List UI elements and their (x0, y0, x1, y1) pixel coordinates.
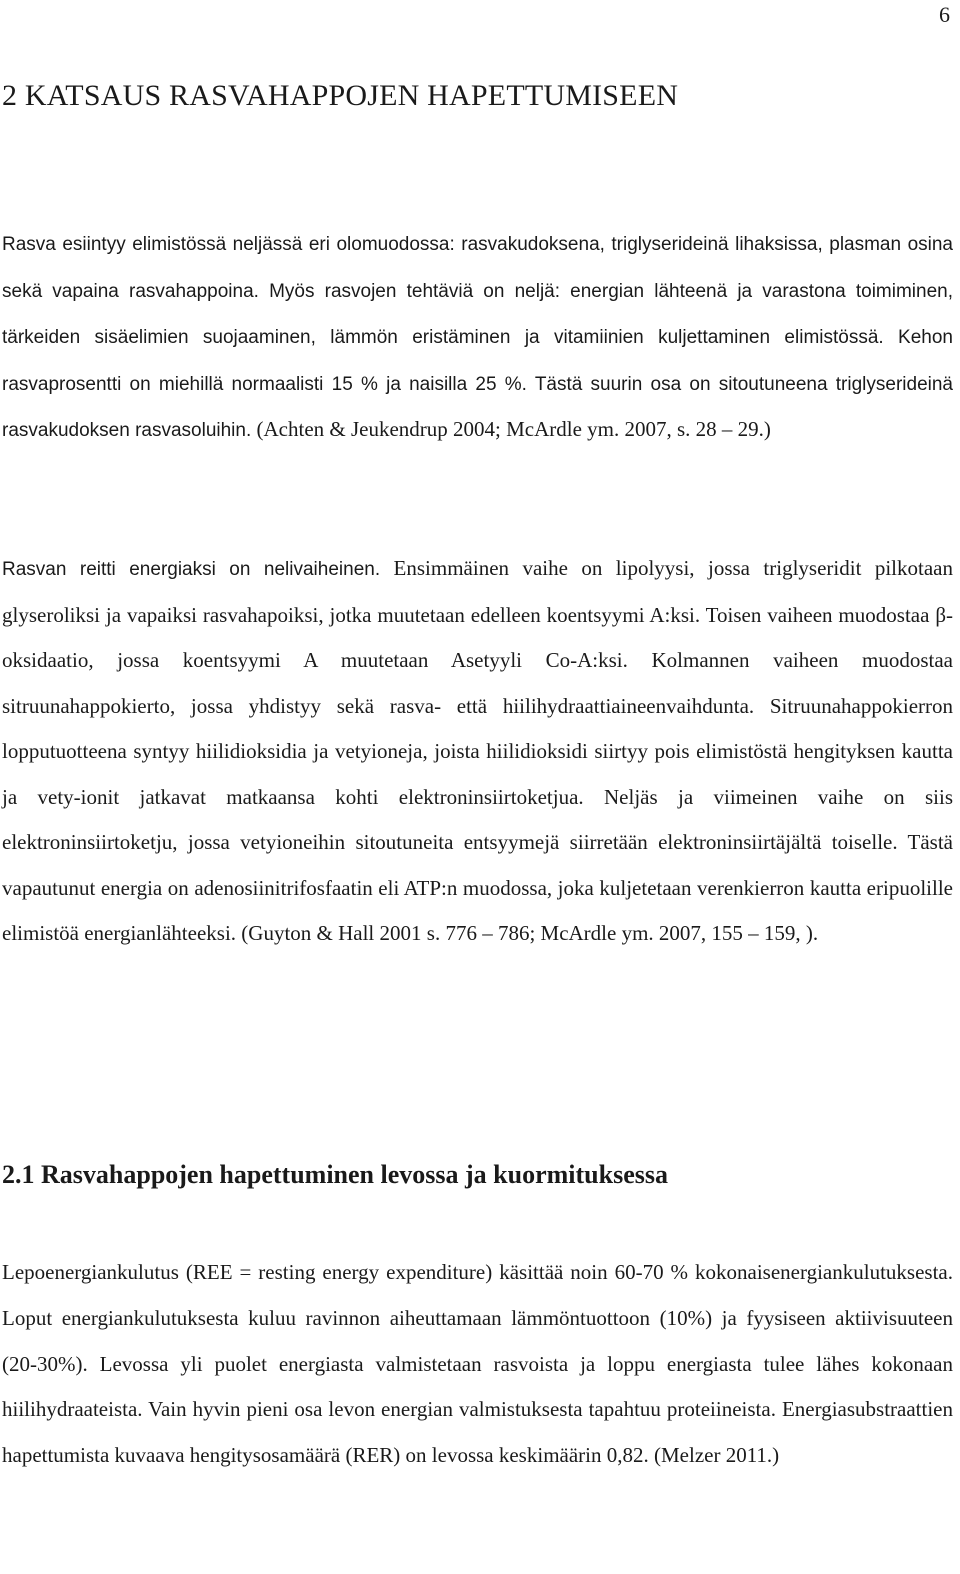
paragraph-fat-pathway-intro: Rasvan reitti energiaksi on nelivaiheinen. (2, 559, 381, 580)
paragraph-fat-pathway-body: Ensimmäinen vaihe on lipolyysi, jossa triglyseridit pilkotaan glyseroliksi ja vapaiksi rasvahapoiksi, jotka muutetaan edelleen koentsyymi A:ksi. Toisen vaiheen muodostaa β-oksidaatio, jossa koentsyymi A muutetaan Asetyyli Co-A:ksi. Kolmannen vaiheen muodostaa sitruunahappokierto, jossa yhdistyy sekä rasva- että hiilihydraattiaineenvaihdunta. Sitruunahappokierron lopputuotteena syntyy hiilidioksidia ja vetyioneja, joista hiilidioksidi siirtyy pois elimistöstä hengityksen kautta ja vety-ionit jatkavat matkaansa kohti elektroninsiirtoketjua. Neljäs ja viimeinen vaihe on siis elektroninsiirtoketju, jossa vetyioneihin sitoutuneita entsyymejä siirretään elektroninsiirtäjältä toiselle. Tästä vapautunut energia on adenosiinitrifosfaatin eli ATP:n muodossa, joka kuljetetaan verenkierron kautta eripuolille elimistöä energianlähteeksi. (Guyton & Hall 2001 s. 776 – 786; McArdle ym. 2007, 155 – 159, ). (2, 556, 953, 945)
page-number: 6 (939, 2, 950, 27)
subsection-heading: 2.1 Rasvahappojen hapettuminen levossa ja kuormituksessa (2, 1160, 668, 1189)
paragraph-fat-pathway (2, 546, 953, 957)
paragraph-fat-forms-citation: (Achten & Jeukendrup 2004; McArdle ym. 2007, s. 28 – 29.) (256, 417, 771, 441)
paragraph-fat-forms-body: Rasva esiintyy elimistössä neljässä eri olomuodossa: rasvakudoksena, triglyserideinä lihaksissa, plasman osina sekä vapaina rasvahappoina. Myös rasvojen tehtäviä on neljä: energian lähteenä ja varastona toimiminen, tärkeiden sisäelimien suojaaminen, lämmön eristäminen ja vitamiinien kuljettaminen elimistössä. Kehon rasvaprosentti on miehillä normaalisti 15 % ja naisilla 25 %. Tästä suurin osa on sitoutuneena triglyserideinä rasvakudoksen rasvasoluihin. (2, 234, 953, 441)
section-heading: 2 KATSAUS RASVAHAPPOJEN HAPETTUMISEEN (2, 79, 679, 112)
paragraph-fat-forms (2, 221, 953, 454)
paragraph-resting-energy: Lepoenergiankulutus (REE = resting energy expenditure) käsittää noin 60-70 % kokonaisenergiankulutuksesta. Loput energiankulutuksesta kuluu ravinnon aiheuttamaan lämmöntuottoon (10%) ja fyysiseen aktiivisuuteen (20-30%). Levossa yli puolet energiasta valmistetaan rasvoista ja loppu energiasta tulee lähes kokonaan hiilihydraateista. Vain hyvin pieni osa levon energian valmistuksesta tapahtuu proteiineista. Energiasubstraattien hapettumista kuvaava hengitysosamäärä (RER) on levossa keskimäärin 0,82. (Melzer 2011.) (2, 1260, 953, 1468)
